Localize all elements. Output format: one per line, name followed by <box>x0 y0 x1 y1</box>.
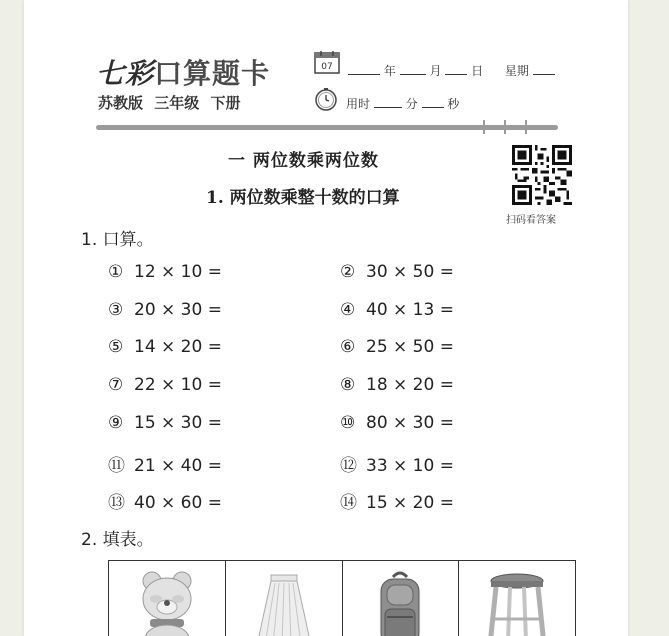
problem-item <box>108 300 222 320</box>
divider-mark <box>525 120 527 134</box>
teddy-bear-icon <box>132 567 202 636</box>
problem-number: ⑩ <box>340 412 356 433</box>
calendar-icon <box>314 50 340 74</box>
problem-item <box>340 375 454 395</box>
section-title: 一 两位数乘两位数 <box>228 151 379 171</box>
backpack-icon <box>365 567 435 636</box>
problem-item <box>340 262 454 282</box>
problem-number: ③ <box>108 299 124 320</box>
problem-number: ⑪ <box>108 455 125 476</box>
lesson-title: 1. 两位数乘整十数的口算 <box>206 188 400 208</box>
year-label: 年 <box>383 64 396 78</box>
problem-item <box>108 451 222 476</box>
date-line <box>348 62 555 79</box>
divider-mark <box>483 120 485 134</box>
clock-icon <box>314 87 338 111</box>
problem-number: ② <box>340 262 356 282</box>
problem-item <box>340 413 454 433</box>
problem-expression: 21 × 40 = <box>134 455 222 476</box>
problem-number: ⑨ <box>108 412 124 433</box>
table-cell-bear <box>109 561 226 636</box>
brand-logo <box>96 52 270 92</box>
problem-expression: 14 × 20 = <box>134 337 222 358</box>
problem-number: ⑧ <box>340 375 356 396</box>
calendar-day: 07 <box>321 62 333 72</box>
problem-number: ⑬ <box>108 493 125 514</box>
problem-number: ⑫ <box>340 455 357 476</box>
time-used-label: 用时 <box>346 97 371 111</box>
problem-expression: 18 × 20 = <box>366 375 454 396</box>
problem-number: ⑭ <box>340 493 357 514</box>
problem-item <box>340 488 454 513</box>
worksheet-page <box>24 0 628 636</box>
problem-number: ⑤ <box>108 337 124 358</box>
problem-item <box>340 300 454 320</box>
table-cell-skirt <box>226 561 343 636</box>
problem-item <box>340 451 454 476</box>
weekday-label: 星期 <box>504 64 529 78</box>
problem-expression: 80 × 30 = <box>366 412 454 433</box>
seconds-label: 秒 <box>447 97 460 111</box>
table-cell-stool <box>459 561 575 636</box>
problem-expression: 15 × 20 = <box>366 493 454 514</box>
problem-expression: 33 × 10 = <box>366 455 454 476</box>
problem-expression: 12 × 10 = <box>134 262 222 282</box>
problem-item <box>108 337 222 357</box>
divider-mark <box>504 120 506 134</box>
header-divider <box>96 125 558 130</box>
qr-label: 扫码看答案 <box>506 215 556 226</box>
qr-code-icon[interactable] <box>512 145 572 205</box>
skirt-icon <box>249 567 319 636</box>
stool-icon <box>482 567 552 636</box>
minutes-label: 分 <box>405 97 418 111</box>
problem-expression: 25 × 50 = <box>366 337 454 358</box>
day-label: 日 <box>471 64 484 78</box>
problem-expression: 30 × 50 = <box>366 262 454 282</box>
question-1-heading: 1. 口算。 <box>81 230 154 250</box>
problem-item <box>340 337 454 357</box>
problem-number: ④ <box>340 299 356 320</box>
problem-expression: 40 × 60 = <box>134 493 222 514</box>
month-label: 月 <box>429 64 442 78</box>
brand-title: 口算题卡 <box>154 57 271 90</box>
problem-number: ⑥ <box>340 337 356 358</box>
brand-stylized: 七彩 <box>96 57 155 90</box>
problem-number: ⑦ <box>108 375 124 396</box>
edition-label: 苏教版 三年级 下册 <box>98 94 241 112</box>
table-cell-backpack <box>343 561 460 636</box>
time-line <box>346 95 459 112</box>
problem-expression: 40 × 13 = <box>366 299 454 320</box>
problem-expression: 22 × 10 = <box>134 375 222 396</box>
problem-item <box>108 488 222 513</box>
problem-expression: 15 × 30 = <box>134 412 222 433</box>
problem-item <box>108 413 222 433</box>
fill-table <box>108 560 576 636</box>
problem-item <box>108 375 222 395</box>
problem-expression: 20 × 30 = <box>134 299 222 320</box>
problem-number: ① <box>108 262 124 282</box>
problem-item <box>108 262 222 282</box>
question-2-heading: 2. 填表。 <box>81 530 154 550</box>
